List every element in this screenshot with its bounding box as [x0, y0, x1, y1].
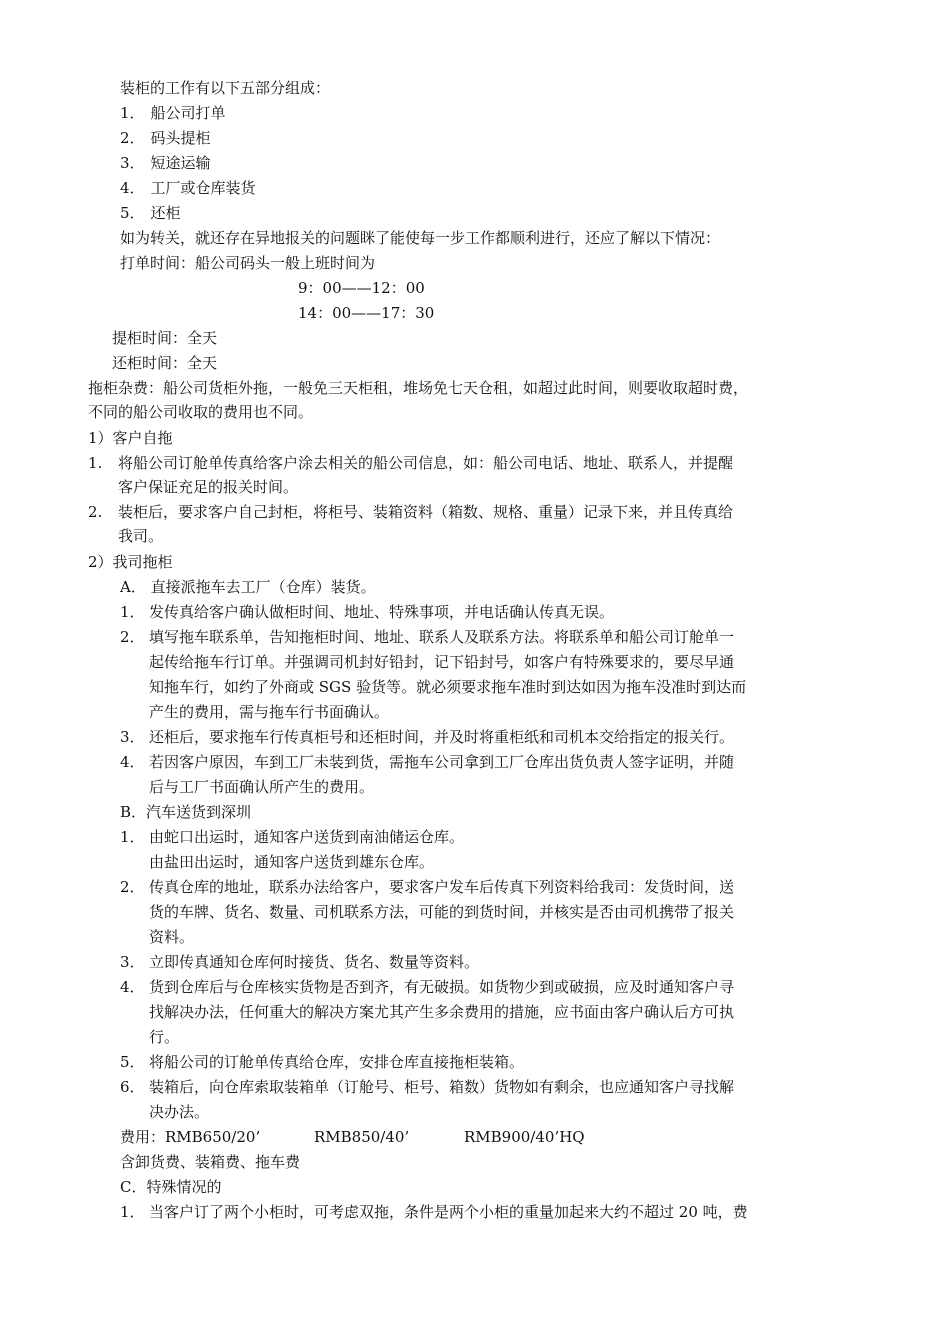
- section-1-title: 1）客户自拖: [88, 429, 173, 447]
- section-2a-item-2-line-3: 知拖车行，如约了外商或 SGS 验货等。就必须要求拖车准时到达如因为拖车没准时到达而: [149, 678, 747, 696]
- misc-fee-line-2: 不同的船公司收取的费用也不同。: [88, 403, 314, 421]
- section-1-item-1-line-1: 将船公司订舱单传真给客户涂去相关的船公司信息，如：船公司电话、地址、联系人，并提醒: [118, 454, 734, 472]
- section-1-item-1-line-2: 客户保证充足的报关时间。: [118, 478, 299, 496]
- section-2a-item-3-num: 3．: [120, 728, 145, 746]
- step-5: 5． 还柜: [120, 204, 181, 222]
- section-2b-item-2-line-3: 资料。: [149, 928, 195, 946]
- fee-40hq: RMB900/40’HQ: [464, 1128, 585, 1146]
- intro-text: 装柜的工作有以下五部分组成：: [120, 79, 331, 97]
- misc-fee-line-1: 拖柜杂费：船公司货柜外拖，一般免三天柜租，堆场免七天仓租，如超过此时间，则要收取超时费，: [88, 379, 749, 397]
- section-2b-item-3-num: 3．: [120, 953, 145, 971]
- section-2b-item-3-line-1: 立即传真通知仓库何时接货、货名、数量等资料。: [149, 953, 480, 971]
- section-2a-item-2-line-2: 起传给拖车行订单。并强调司机封好铅封，记下铅封号，如客户有特殊要求的，要尽早通: [149, 653, 735, 671]
- fee-40: RMB850/40’: [314, 1128, 410, 1146]
- section-2a-item-4-num: 4．: [120, 753, 145, 771]
- section-2a-item-1-line-1: 发传真给客户确认做柜时间、地址、特殊事项，并电话确认传真无误。: [149, 603, 615, 621]
- time-afternoon: 14：00——17：30: [298, 304, 435, 322]
- section-2b-item-5-num: 5．: [120, 1053, 145, 1071]
- section-2a-title: A． 直接派拖车去工厂（仓库）装货。: [120, 578, 376, 596]
- section-2a-item-3-line-1: 还柜后，要求拖车行传真柜号和还柜时间，并及时将重柜纸和司机本交给指定的报关行。: [149, 728, 735, 746]
- section-2b-item-2-num: 2．: [120, 878, 145, 896]
- section-2b-item-1-line-2: 由盐田出运时，通知客户送货到雄东仓库。: [149, 853, 435, 871]
- transfer-note: 如为转关，就还存在异地报关的问题眯了能使每一步工作都顺利进行，还应了解以下情况：: [120, 229, 721, 247]
- section-2c-item-1-num: 1．: [120, 1203, 145, 1221]
- section-2-title: 2）我司拖柜: [88, 553, 173, 571]
- return-time: 还柜时间：全天: [112, 354, 218, 372]
- section-2a-item-4-line-2: 后与工厂书面确认所产生的费用。: [149, 778, 375, 796]
- section-2a-item-2-num: 2．: [120, 628, 145, 646]
- section-2a-item-4-line-1: 若因客户原因，车到工厂未装到货，需拖车公司拿到工厂仓库出货负责人签字证明，并随: [149, 753, 735, 771]
- section-1-item-2-num: 2.: [88, 503, 103, 521]
- section-2a-item-2-line-1: 填写拖车联系单，告知拖柜时间、地址、联系人及联系方法。将联系单和船公司订舱单一: [149, 628, 735, 646]
- section-2a-item-1-num: 1．: [120, 603, 145, 621]
- section-2c-item-1-line-1: 当客户订了两个小柜时，可考虑双拖，条件是两个小柜的重量加起来大约不超过 20 吨，费: [149, 1203, 748, 1221]
- section-2b-item-6-line-1: 装箱后，向仓库索取装箱单（订舱号、柜号、箱数）货物如有剩余，也应通知客户寻找解: [149, 1078, 735, 1096]
- section-2b-item-4-line-1: 货到仓库后与仓库核实货物是否到齐，有无破损。如货物少到或破损，应及时通知客户寻: [149, 978, 735, 996]
- step-3: 3． 短途运输: [120, 154, 211, 172]
- step-4: 4． 工厂或仓库装货: [120, 179, 256, 197]
- time-morning: 9：00——12：00: [298, 279, 425, 297]
- section-1-item-2-line-1: 装柜后，要求客户自己封柜，将柜号、装箱资料（箱数、规格、重量）记录下来，并且传真给: [118, 503, 734, 521]
- section-1-item-1-num: 1.: [88, 454, 103, 472]
- section-2a-item-2-line-4: 产生的费用，需与拖车行书面确认。: [149, 703, 390, 721]
- section-2b-item-1-num: 1．: [120, 828, 145, 846]
- print-time: 打单时间：船公司码头一般上班时间为: [120, 254, 376, 272]
- pickup-time: 提柜时间：全天: [112, 329, 218, 347]
- step-2: 2． 码头提柜: [120, 129, 211, 147]
- section-2b-item-2-line-2: 货的车牌、货名、数量、司机联系方法，可能的到货时间，并核实是否由司机携带了报关: [149, 903, 735, 921]
- section-2b-item-6-line-2: 决办法。: [149, 1103, 210, 1121]
- section-2b-item-4-line-3: 行。: [149, 1028, 180, 1046]
- section-2b-item-5-line-1: 将船公司的订舱单传真给仓库，安排仓库直接拖柜装箱。: [149, 1053, 525, 1071]
- section-2c-title: C．特殊情况的: [120, 1178, 222, 1196]
- section-1-item-2-line-2: 我司。: [118, 527, 164, 545]
- section-2b-item-1-line-1: 由蛇口出运时，通知客户送货到南油储运仓库。: [149, 828, 465, 846]
- section-2b-item-2-line-1: 传真仓库的地址，联系办法给客户，要求客户发车后传真下列资料给我司：发货时间，送: [149, 878, 735, 896]
- step-1: 1． 船公司打单: [120, 104, 226, 122]
- section-2b-item-4-num: 4．: [120, 978, 145, 996]
- fee-note: 含卸货费、装箱费、拖车费: [120, 1153, 301, 1171]
- fee-label: 费用：RMB650/20’: [120, 1128, 261, 1146]
- section-2b-item-6-num: 6．: [120, 1078, 145, 1096]
- section-2b-title: B．汽车送货到深圳: [120, 803, 252, 821]
- section-2b-item-4-line-2: 找解决办法，任何重大的解决方案尤其产生多余费用的措施，应书面由客户确认后方可执: [149, 1003, 735, 1021]
